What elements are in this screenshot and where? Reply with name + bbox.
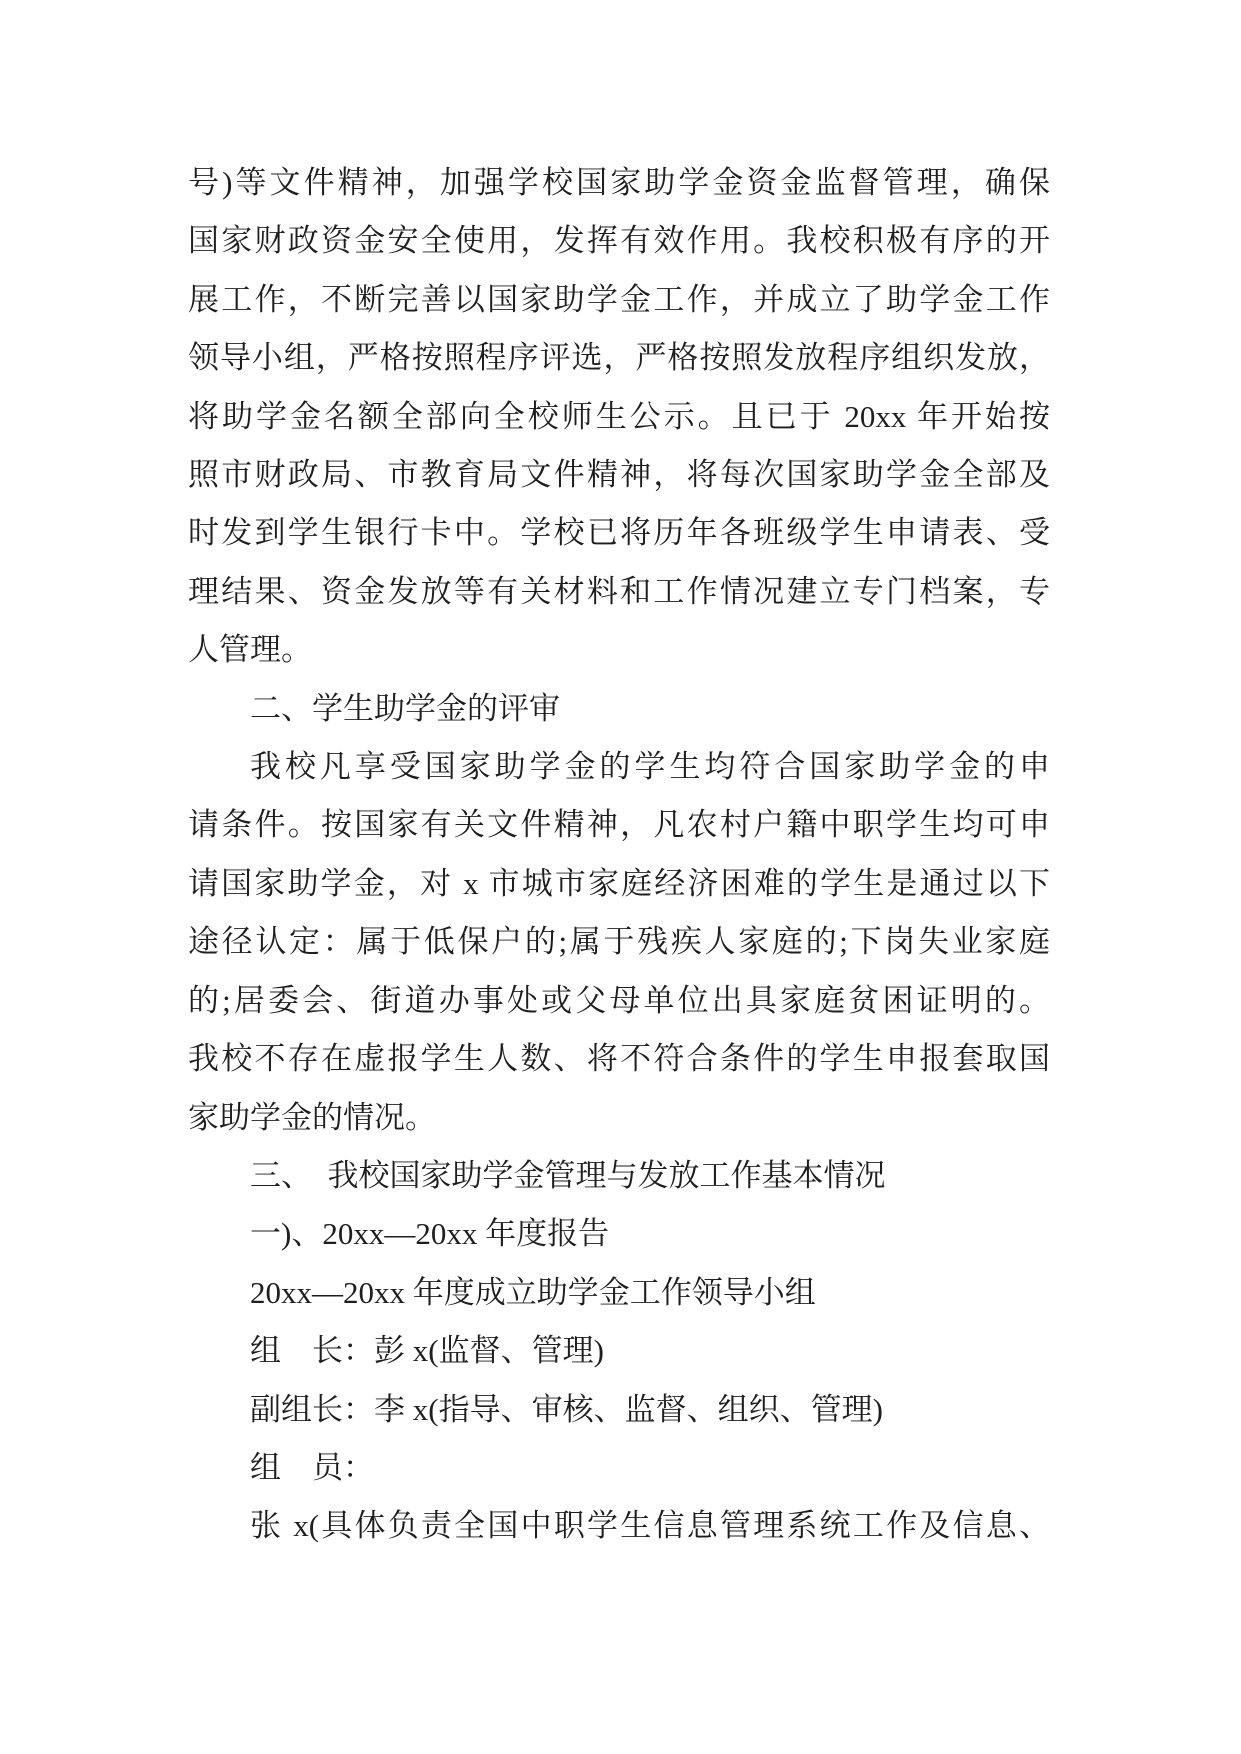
- document-line: 组 长：彭 x(监督、管理): [250, 1333, 604, 1369]
- document-line: 照市财政局、市教育局文件精神，将每次国家助学金全部及: [188, 457, 1050, 493]
- document-line: 一)、20xx—20xx 年度报告: [250, 1216, 610, 1252]
- document-line: 领导小组，严格按照程序评选，严格按照发放程序组织发放，: [188, 340, 1050, 376]
- document-line: 人管理。: [188, 632, 312, 668]
- document-line: 二、学生助学金的评审: [250, 690, 560, 726]
- document-line: 三、 我校国家助学金管理与发放工作基本情况: [250, 1157, 886, 1193]
- document-line: 国家财政资金安全使用，发挥有效作用。我校积极有序的开: [188, 223, 1050, 259]
- document-line: 我校凡享受国家助学金的学生均符合国家助学金的申: [250, 749, 1050, 785]
- document-line: 理结果、资金发放等有关材料和工作情况建立专门档案，专: [188, 573, 1050, 609]
- document-text-block: [188, 154, 1050, 1556]
- document-line: 张 x(具体负责全国中职学生信息管理系统工作及信息、: [250, 1508, 1050, 1544]
- document-line: 展工作，不断完善以国家助学金工作，并成立了助学金工作: [188, 281, 1050, 317]
- document-line: 家助学金的情况。: [188, 1099, 436, 1135]
- document-line: 副组长：李 x(指导、审核、监督、组织、管理): [250, 1391, 883, 1427]
- document-line: 20xx—20xx 年度成立助学金工作领导小组: [250, 1274, 816, 1310]
- document-line: 组 员：: [250, 1449, 374, 1485]
- document-line: 时发到学生银行卡中。学校已将历年各班级学生申请表、受: [188, 515, 1050, 551]
- document-line: 途径认定：属于低保户的;属于残疾人家庭的;下岗失业家庭: [188, 924, 1050, 960]
- document-line: 我校不存在虚报学生人数、将不符合条件的学生申报套取国: [188, 1041, 1050, 1077]
- document-line: 请条件。按国家有关文件精神，凡农村户籍中职学生均可申: [188, 807, 1050, 843]
- document-line: 号)等文件精神，加强学校国家助学金资金监督管理，确保: [188, 165, 1050, 200]
- document-line: 将助学金名额全部向全校师生公示。且已于 20xx 年开始按: [188, 398, 1050, 434]
- document-line: 请国家助学金，对 x 市城市家庭经济困难的学生是通过以下: [188, 865, 1050, 901]
- document-line: 的;居委会、街道办事处或父母单位出具家庭贫困证明的。: [188, 982, 1050, 1018]
